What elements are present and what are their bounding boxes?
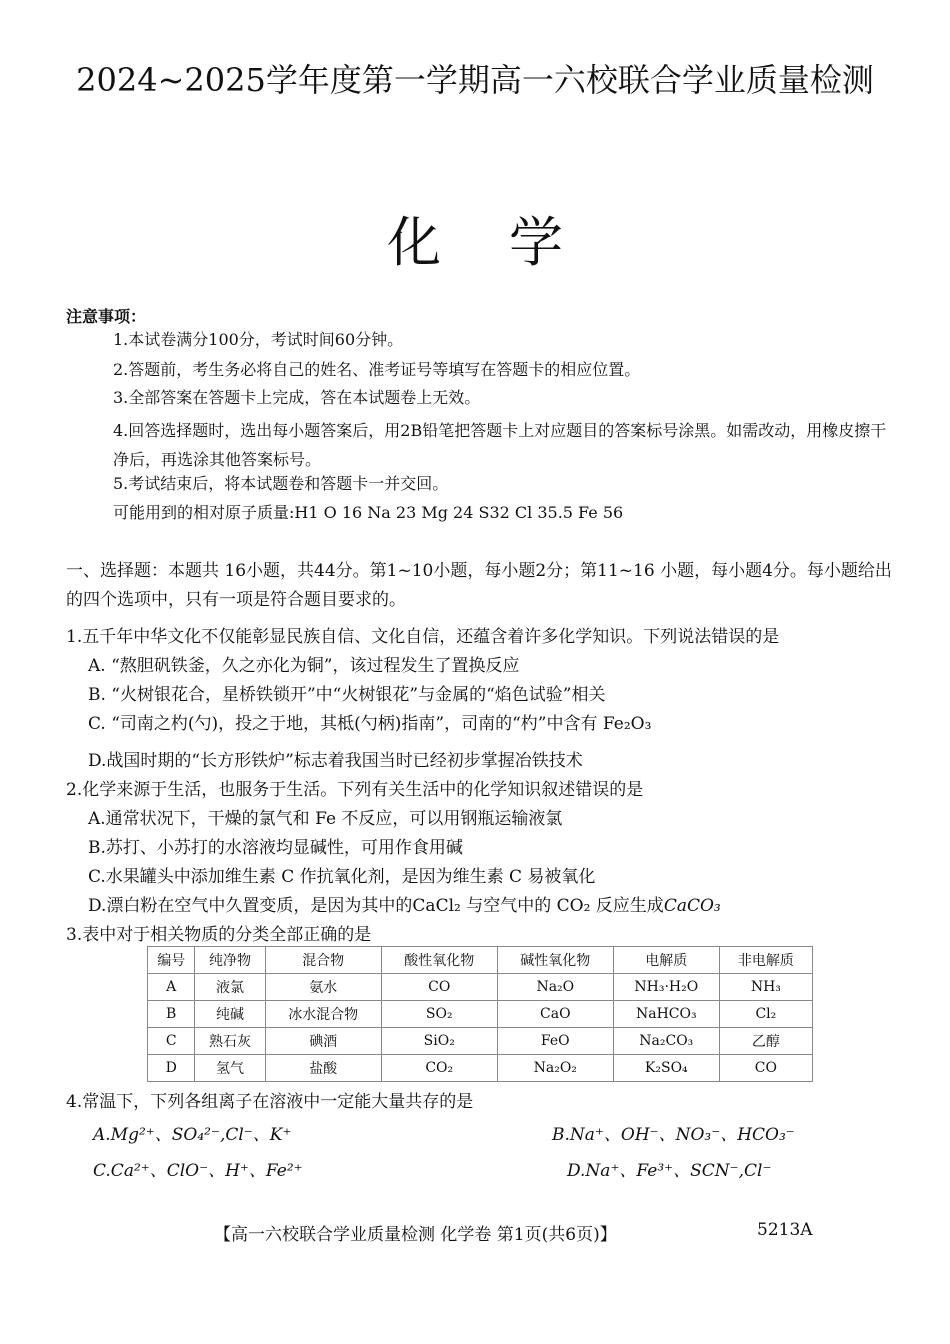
- table-cell: Na₂O: [497, 974, 613, 1001]
- table-cell: SiO₂: [381, 1028, 497, 1055]
- table-cell: A: [148, 974, 195, 1001]
- table-cell: 盐酸: [265, 1055, 381, 1082]
- q4-option-a: A.Mg²⁺、SO₄²⁻,Cl⁻、K⁺: [93, 1125, 292, 1145]
- table-header-cell: 酸性氧化物: [381, 947, 497, 974]
- table-cell: FeO: [497, 1028, 613, 1055]
- q1-option-c-text: C. “司南之杓(勺)，投之于地，其柢(勺柄)指南”，司南的“杓”中含有: [88, 714, 598, 734]
- q1-option-b: B. “火树银花合，星桥铁锁开”中“火树银花”与金属的“焰色试验”相关: [88, 685, 606, 705]
- table-cell: Na₂CO₃: [613, 1028, 719, 1055]
- table-header-cell: 碱性氧化物: [497, 947, 613, 974]
- table-cell: 氨水: [265, 974, 381, 1001]
- table-header-cell: 混合物: [265, 947, 381, 974]
- table-cell: 液氯: [195, 974, 265, 1001]
- notice-item-4: 4.回答选择题时，选出每小题答案后，用2B铅笔把答题卡上对应题目的答案标号涂黑。如需改动，用橡皮擦干净后，再选涂其他答案标号。: [113, 421, 887, 469]
- table-cell: CO: [381, 974, 497, 1001]
- q2-option-d: [88, 895, 721, 917]
- q3-stem: 3.表中对于相关物质的分类全部正确的是: [66, 925, 372, 945]
- table-header-cell: 编号: [148, 947, 195, 974]
- table-row: [148, 974, 813, 1001]
- atomic-mass-line: 可能用到的相对原子质量:H1 O 16 Na 23 Mg 24 S32 Cl 35.5 Fe 56: [113, 503, 624, 522]
- footer-code: 5213A: [757, 1220, 813, 1240]
- q4-option-c: C.Ca²⁺、ClO⁻、H⁺、Fe²⁺: [93, 1161, 303, 1181]
- table-header-cell: 纯净物: [195, 947, 265, 974]
- table-header-cell: 电解质: [613, 947, 719, 974]
- table-cell: NH₃·H₂O: [613, 974, 719, 1001]
- q2-option-d-formula: CaCO₃: [663, 896, 721, 916]
- q2-option-a: A.通常状况下，干燥的氯气和 Fe 不反应，可以用钢瓶运输液氯: [88, 809, 563, 829]
- q4-option-b: B.Na⁺、OH⁻、NO₃⁻、HCO₃⁻: [552, 1125, 795, 1145]
- exam-title: 2024~2025学年度第一学期高一六校联合学业质量检测: [76, 61, 874, 99]
- table-cell: 碘酒: [265, 1028, 381, 1055]
- table-cell: B: [148, 1001, 195, 1028]
- section-intro: 一、选择题：本题共 16小题，共44分。第1~10小题，每小题2分；第11~16 小题，每小题4分。每小题给出的四个选项中，只有一项是符合题目要求的。: [66, 561, 892, 610]
- table-cell: 纯碱: [195, 1001, 265, 1028]
- q2-option-d-text: D.漂白粉在空气中久置变质，是因为其中的CaCl₂ 与空气中的 CO₂ 反应生成: [88, 896, 664, 916]
- q1-option-c-formula: Fe₂O₃: [602, 714, 652, 734]
- table-cell: CO: [719, 1055, 812, 1082]
- classification-table: [147, 946, 813, 1082]
- table-cell: D: [148, 1055, 195, 1082]
- q1-option-a: A. “熬胆矾铁釜，久之亦化为铜”，该过程发生了置换反应: [88, 656, 520, 676]
- table-cell: 冰水混合物: [265, 1001, 381, 1028]
- table-cell: SO₂: [381, 1001, 497, 1028]
- notice-item-3: 3.全部答案在答题卡上完成，答在本试题卷上无效。: [113, 388, 481, 407]
- q4-option-d: D.Na⁺、Fe³⁺、SCN⁻,Cl⁻: [567, 1161, 772, 1181]
- notice-item-5: 5.考试结束后，将本试题卷和答题卡一并交回。: [113, 474, 449, 493]
- table-cell: CO₂: [381, 1055, 497, 1082]
- table-cell: 熟石灰: [195, 1028, 265, 1055]
- table-cell: Cl₂: [719, 1001, 812, 1028]
- footer-text: 【高一六校联合学业质量检测 化学卷 第1页(共6页)】: [214, 1225, 617, 1245]
- table-cell: 乙醇: [719, 1028, 812, 1055]
- table-cell: NH₃: [719, 974, 812, 1001]
- q1-option-c: [88, 713, 651, 735]
- q2-stem: 2.化学来源于生活，也服务于生活。下列有关生活中的化学知识叙述错误的是: [66, 780, 644, 800]
- table-header-cell: 非电解质: [719, 947, 812, 974]
- q4-stem: 4.常温下，下列各组离子在溶液中一定能大量共存的是: [66, 1092, 474, 1112]
- table-row: [148, 1055, 813, 1082]
- table-cell: C: [148, 1028, 195, 1055]
- q2-option-b: B.苏打、小苏打的水溶液均显碱性，可用作食用碱: [88, 838, 463, 858]
- q1-stem: 1.五千年中华文化不仅能彰显民族自信、文化自信，还蕴含着许多化学知识。下列说法错误的是: [66, 627, 780, 647]
- q2-option-c: C.水果罐头中添加维生素 C 作抗氧化剂，是因为维生素 C 易被氧化: [88, 867, 596, 887]
- table-header-row: [148, 947, 813, 974]
- notice-item-1: 1.本试卷满分100分，考试时间60分钟。: [113, 330, 404, 349]
- table-row: [148, 1001, 813, 1028]
- table-cell: 氢气: [195, 1055, 265, 1082]
- notice-item-2: 2.答题前，考生务必将自己的姓名、准考证号等填写在答题卡的相应位置。: [113, 360, 641, 379]
- table-cell: Na₂O₂: [497, 1055, 613, 1082]
- notice-heading: 注意事项：: [66, 307, 147, 326]
- table-cell: CaO: [497, 1001, 613, 1028]
- subject-title: 化学: [387, 211, 631, 274]
- table-row: [148, 1028, 813, 1055]
- q1-option-d: D.战国时期的“长方形铁炉”标志着我国当时已经初步掌握冶铁技术: [88, 751, 583, 771]
- table-cell: NaHCO₃: [613, 1001, 719, 1028]
- table-cell: K₂SO₄: [613, 1055, 719, 1082]
